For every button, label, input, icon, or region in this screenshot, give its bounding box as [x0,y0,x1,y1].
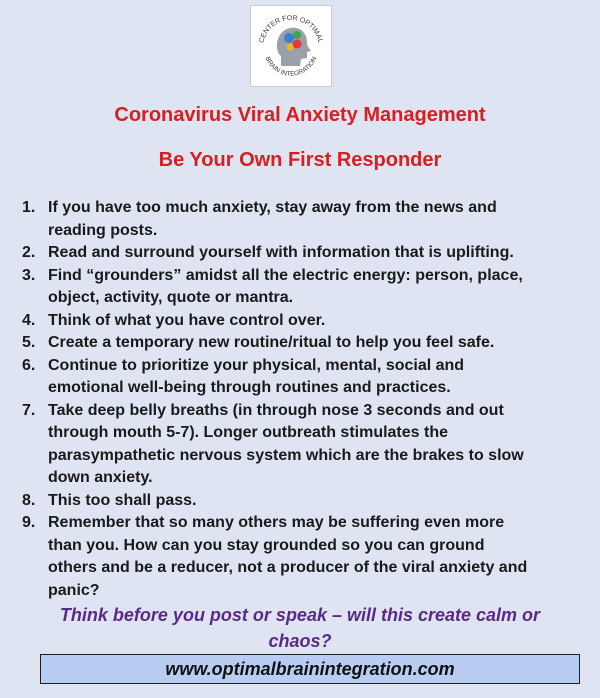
tip-line: panic? [48,581,100,599]
brain-head-gears-icon [251,6,331,86]
page-subtitle: Be Your Own First Responder [158,149,442,171]
tip-number: 8. [22,491,36,509]
tip-line: Read and surround yourself with information that is uplifting. [48,244,514,261]
tip-item [22,332,582,355]
tip-number: 3. [22,266,36,284]
tip-text [48,197,582,242]
website-banner [40,654,580,684]
tip-item [22,265,582,310]
closing-message [40,602,560,654]
tip-line: Create a temporary new routine/ritual to help you feel safe. [48,334,495,351]
tip-number: 1. [22,199,36,216]
website-link[interactable]: www.optimalbrainintegration.com [165,658,455,679]
tip-number: 9. [22,514,36,531]
tip-number: 6. [22,356,36,374]
tip-line: Continue to prioritize your physical, mental, social and [48,356,465,374]
tip-text [48,332,582,355]
tip-text [48,512,582,602]
tip-item [22,197,582,242]
tip-text [48,310,582,333]
tip-number: 7. [22,401,36,419]
tip-line: others and be a reducer, not a producer of the viral anxiety and [48,559,528,576]
tip-number: 4. [22,311,36,329]
tip-text [48,355,582,400]
tip-line: emotional well-being through routines and practices. [48,379,451,396]
tip-line: Remember that so many others may be suffering even more [48,514,505,531]
tip-line: down anxiety. [48,469,153,486]
tips-list [22,197,582,602]
tip-line: parasympathetic nervous system which are the brakes to slow [48,446,524,464]
tip-item [22,355,582,400]
logo [250,5,332,87]
tip-line: through mouth 5-7). Longer outbreath stimulates the [48,424,448,441]
tip-line: If you have too much anxiety, stay away from the news and [48,199,497,216]
page-title: Coronavirus Viral Anxiety Management [114,104,486,126]
tip-line: Think of what you have control over. [48,311,326,329]
tip-line: Take deep belly breaths (in through nose 3 seconds and out [48,401,504,419]
tip-number: 2. [22,244,36,261]
tip-line: Find “grounders” amidst all the electric energy: person, place, [48,266,523,284]
closing-line: chaos? [268,631,332,651]
tip-text [48,490,582,513]
tip-text [48,265,582,310]
tip-line: than you. How can you stay grounded so you can ground [48,536,485,554]
tip-line: This too shall pass. [48,491,197,509]
tip-item [22,490,582,513]
tip-item [22,242,582,265]
tip-item [22,400,582,490]
logo-text-top: CENTER FOR OPTIMAL [258,14,324,44]
tip-line: reading posts. [48,221,158,239]
tip-item [22,310,582,333]
tip-line: object, activity, quote or mantra. [48,289,294,306]
closing-line: Think before you post or speak – will this create calm or [59,605,541,625]
tip-number: 5. [22,334,36,351]
logo-text-bottom: BRAIN INTEGRATION [263,55,319,78]
tip-item [22,512,582,602]
tip-text [48,400,582,490]
tip-text [48,242,582,265]
